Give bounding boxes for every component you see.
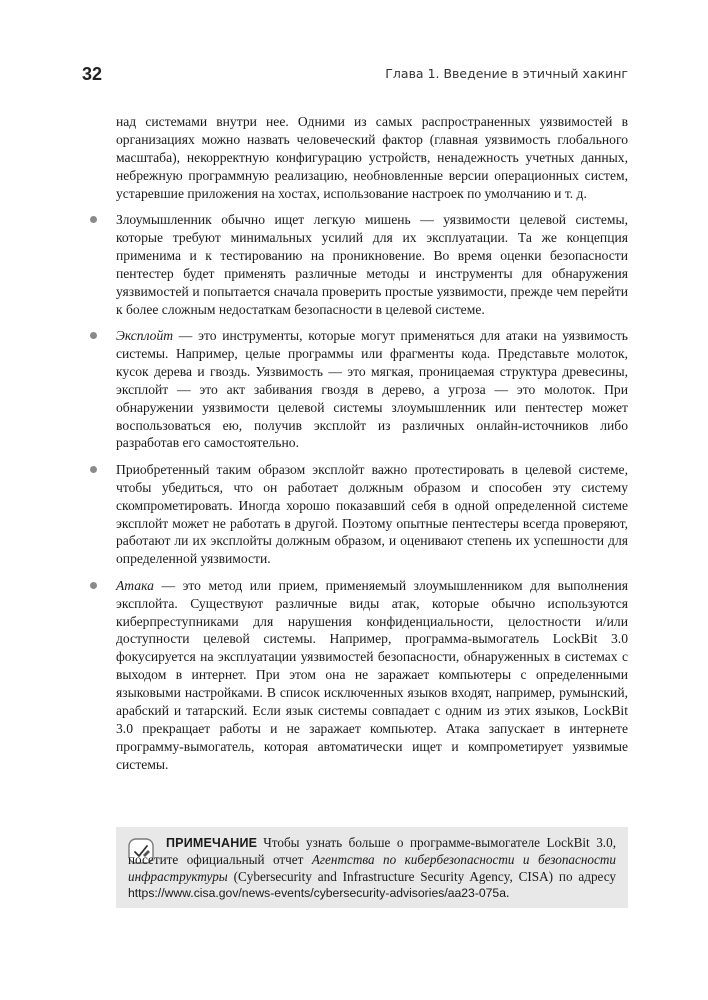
body-text: [116, 113, 628, 782]
note-label: ПРИМЕЧАНИЕ: [166, 836, 258, 850]
bullet-term: Атака: [116, 577, 154, 593]
bullet-text: Приобретенный таким образом эксплойт важно протестировать в целевой системе, чтобы убедиться, что он работает должным образом и способен эту систему скомпрометировать. Иногда хорошо показавший себя в одной определенной системе эксплойт может не работать в другой. Поэтому опытные пентестеры всегда проверяют, работают ли их эксплойты должным образом, и оценивают степень их успешности для определенной уязвимости.: [116, 461, 628, 567]
bullet-text: — это инструменты, которые могут применяться для атаки на уязвимость системы. Например, целые программы или фрагменты кода. Представьте молоток, кусок дерева и гвоздь. Уязвимость — это мягкая, проницаемая структура древесины, эксплойт — это акт забивания гвоздя в дерево, а угроза — это молоток. При обнаружении уязвимости целевой системы злоумышленник или пентестер может воспользоваться ею, получив эксплойт из различных онлайн-источников либо разработав его самостоятельно.: [116, 327, 628, 451]
running-head: Глава 1. Введение в этичный хакинг: [385, 66, 628, 81]
note-text: [128, 835, 616, 902]
note-agency-name: Агентства по кибербезопасности и безопасности инфраструктуры: [128, 851, 616, 884]
note-end: .: [505, 885, 510, 901]
bullet-icon: [90, 582, 97, 589]
continuation-paragraph: над системами внутри нее. Одними из самых распространенных уязвимостей в организациях можно назвать человеческий фактор (главная уязвимость глобального масштаба), некорректную конфигурацию устройств, ненадежность учетных данных, небрежную программную реализацию, необновленные версии операционных систем, устаревшие приложения на хостах, использование настроек по умолчанию и т. д.: [116, 114, 628, 201]
page-header: [82, 62, 628, 86]
bullet-icon: [90, 332, 97, 339]
page-number: 32: [82, 64, 103, 84]
note-url-link[interactable]: https://www.cisa.gov/news-events/cybersecurity-advisories/aa23-075a: [128, 886, 506, 901]
bullet-term: Эксплойт: [116, 327, 174, 343]
bullet-text: — это метод или прием, применяемый злоумышленником для выполнения эксплойта. Существуют различные виды атак, которые обычно используются киберпреступниками для нарушения конфиденциальности, целостности и/или доступности целевой системы. Например, программа-вымогатель LockBit 3.0 фокусируется на эксплуатации уязвимостей безопасности, обнаруженных в системах с выходом в интернет. При этом она не заражает компьютеры с определенными языковыми настройками. В список исключенных языков входят, например, румынский, арабский и татарский. Если язык системы совпадает с одним из этих языков, LockBit 3.0 прекращает работы и не заражает компьютер. Атака запускает в интернете программу-вымогатель, которая автоматически ищет и компрометирует уязвимые системы.: [116, 577, 628, 772]
bullet-item-4: [116, 577, 628, 774]
note-text-after: (Cybersecurity and Infrastructure Security Agency, CISA) по адресу: [227, 868, 616, 884]
bullet-item-2: [116, 327, 628, 452]
bullet-icon: [90, 466, 97, 473]
note-text-before: Чтобы узнать больше о программе-вымогателе LockBit 3.0, посетите официальный отчет: [128, 835, 616, 867]
bullet-text: Злоумышленник обычно ищет легкую мишень — уязвимости целевой системы, которые требуют минимальных усилий для их эксплуатации. Та же концепция применима и к тестированию на проникновение. Во время оценки безопасности пентестер будет применять различные методы и инструменты для обнаружения уязвимостей и попытается сначала проверить простые уязвимости, прежде чем перейти к более сложным недостаткам безопасности в целевой системе.: [116, 212, 628, 317]
bullet-icon: [90, 216, 97, 223]
bullet-item-1: [116, 211, 628, 318]
note-box: [116, 827, 628, 908]
bullet-item-3: [116, 461, 628, 568]
